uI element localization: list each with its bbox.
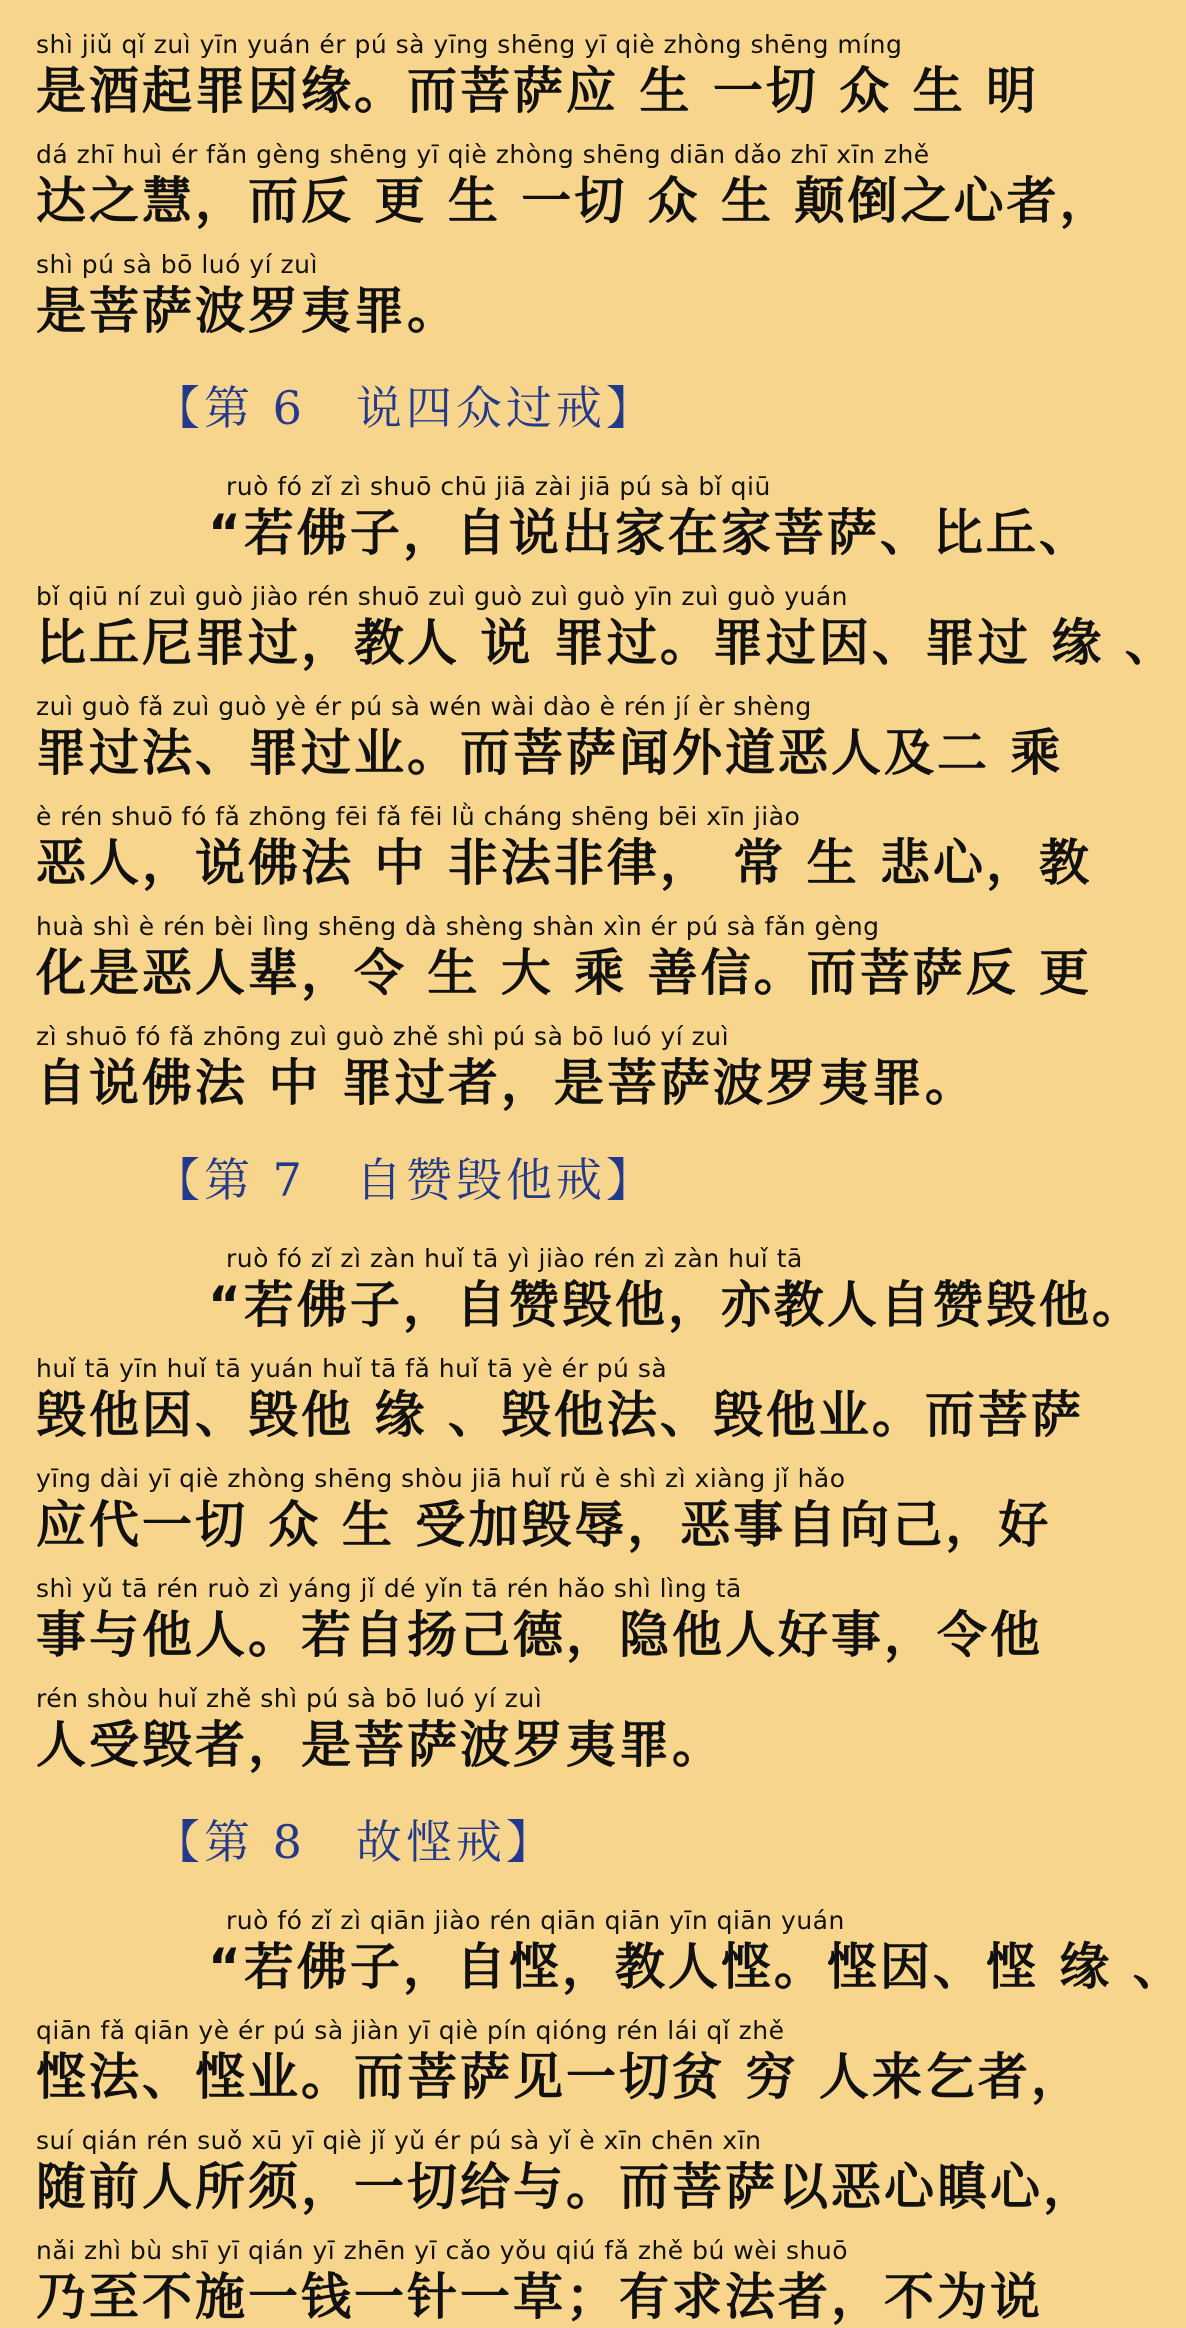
hanzi-text: 乃至不施一钱一针一草；有求法者，不为说 [36, 2268, 1043, 2326]
annotated-line [36, 692, 1064, 784]
pinyin-text: shì pú sà bō luó yí zuì [36, 250, 318, 279]
annotated-line [36, 1464, 1050, 1556]
pinyin-text: ruò fó zǐ zì shuō chū jiā zài jiā pú sà bǐ qiū [226, 472, 771, 501]
pinyin-text: bǐ qiū ní zuì guò jiào rén shuō zuì guò zuì guò yīn zuì guò yuán [36, 582, 849, 611]
hanzi-text: 是菩萨波罗夷罪。 [36, 282, 460, 340]
pinyin-text: è rén shuō fó fǎ zhōng fēi fǎ fēi lǜ cháng shēng bēi xīn jiào [36, 802, 801, 831]
pinyin-text: nǎi zhì bù shī yī qián yī zhēn yī cǎo yǒu qiú fǎ zhě bú wèi shuō [36, 2236, 849, 2265]
precept-heading: 【第 7 自赞毁他戒】 [154, 1153, 656, 1207]
hanzi-text: 达之慧，而反 更 生 一切 众 生 颠倒之心者， [36, 172, 1113, 230]
pinyin-text: dá zhī huì ér fǎn gèng shēng yī qiè zhòng shēng diān dǎo zhī xīn zhě [36, 140, 930, 169]
annotated-line [36, 472, 1092, 564]
annotated-line [36, 2016, 1084, 2108]
pinyin-text: zì shuō fó fǎ zhōng zuì guò zhě shì pú sà bō luó yí zuì [36, 1022, 730, 1051]
annotated-line [36, 582, 1178, 674]
hanzi-text: 自说佛法 中 罪过者，是菩萨波罗夷罪。 [36, 1054, 978, 1112]
pinyin-text: zuì guò fǎ zuì guò yè ér pú sà wén wài dào è rén jí èr shèng [36, 692, 812, 721]
annotated-line [36, 1354, 1084, 1446]
annotated-line [36, 2126, 1096, 2218]
pinyin-text: shì yǔ tā rén ruò zì yáng jǐ dé yǐn tā rén hǎo shì lìng tā [36, 1574, 742, 1603]
hanzi-text: “若佛子，自悭，教人悭。悭因、悭 缘 、 [208, 1938, 1186, 1996]
annotated-line [36, 1022, 1050, 1114]
precept-section [36, 30, 1113, 342]
hanzi-text: 人受毁者，是菩萨波罗夷罪。 [36, 1716, 725, 1774]
precept-section [36, 1806, 1186, 2328]
precept-heading: 【第 8 故悭戒】 [154, 1815, 556, 1869]
hanzi-text: 应代一切 众 生 受加毁辱，恶事自向己，好 [36, 1496, 1052, 1554]
pinyin-text: qiān fǎ qiān yè ér pú sà jiàn yī qiè pín qióng rén lái qǐ zhě [36, 2016, 785, 2045]
annotated-line [36, 802, 1093, 894]
pinyin-text: huà shì è rén bèi lìng shēng dà shèng shàn xìn ér pú sà fǎn gèng [36, 912, 880, 941]
hanzi-text: 罪过法、罪过业。而菩萨闻外道恶人及二 乘 [36, 724, 1064, 782]
pinyin-text: huǐ tā yīn huǐ tā yuán huǐ tā fǎ huǐ tā yè ér pú sà [36, 1354, 668, 1383]
annotated-line [36, 1574, 1050, 1666]
pinyin-text: rén shòu huǐ zhě shì pú sà bō luó yí zuì [36, 1684, 543, 1713]
hanzi-text: 恶人，说佛法 中 非法非律， 常 生 悲心，教 [36, 834, 1093, 892]
hanzi-text: 比丘尼罪过，教人 说 罪过。罪过因、罪过 缘 、 [36, 614, 1178, 672]
pinyin-text: shì jiǔ qǐ zuì yīn yuán ér pú sà yīng shēng yī qiè zhòng shēng míng [36, 30, 903, 59]
hanzi-text: 随前人所须，一切给与。而菩萨以恶心瞋心， [36, 2158, 1096, 2216]
annotated-line [36, 2236, 1050, 2328]
annotated-line [36, 30, 1050, 122]
annotated-line [36, 250, 1050, 342]
precept-section [36, 372, 1178, 1114]
hanzi-text: “若佛子，自赞毁他，亦教人自赞毁他。 [208, 1276, 1145, 1334]
hanzi-text: “若佛子，自说出家在家菩萨、比丘、 [208, 504, 1092, 562]
annotated-line [36, 912, 1093, 1004]
hanzi-text: 化是恶人辈，令 生 大 乘 善信。而菩萨反 更 [36, 944, 1093, 1002]
hanzi-text: 事与他人。若自扬己德，隐他人好事，令他 [36, 1606, 1043, 1664]
annotated-line [36, 1684, 1050, 1776]
pinyin-text: ruò fó zǐ zì qiān jiào rén qiān qiān yīn qiān yuán [226, 1906, 845, 1935]
pinyin-text: suí qián rén suǒ xū yī qiè jǐ yǔ ér pú sà yǐ è xīn chēn xīn [36, 2126, 762, 2155]
hanzi-text: 悭法、悭业。而菩萨见一切贫 穷 人来乞者， [36, 2048, 1084, 2106]
annotated-line [36, 140, 1113, 232]
pinyin-text: yīng dài yī qiè zhòng shēng shòu jiā huǐ rǔ è shì zì xiàng jǐ hǎo [36, 1464, 846, 1493]
hanzi-text: 是酒起罪因缘。而菩萨应 生 一切 众 生 明 [36, 62, 1040, 120]
pinyin-text: ruò fó zǐ zì zàn huǐ tā yì jiào rén zì zàn huǐ tā [226, 1244, 803, 1273]
hanzi-text: 毁他因、毁他 缘 、毁他法、毁他业。而菩萨 [36, 1386, 1084, 1444]
annotated-line [36, 1906, 1186, 1998]
precept-heading: 【第 6 说四众过戒】 [154, 381, 656, 435]
annotated-line [36, 1244, 1145, 1336]
precept-section [36, 1144, 1145, 1776]
